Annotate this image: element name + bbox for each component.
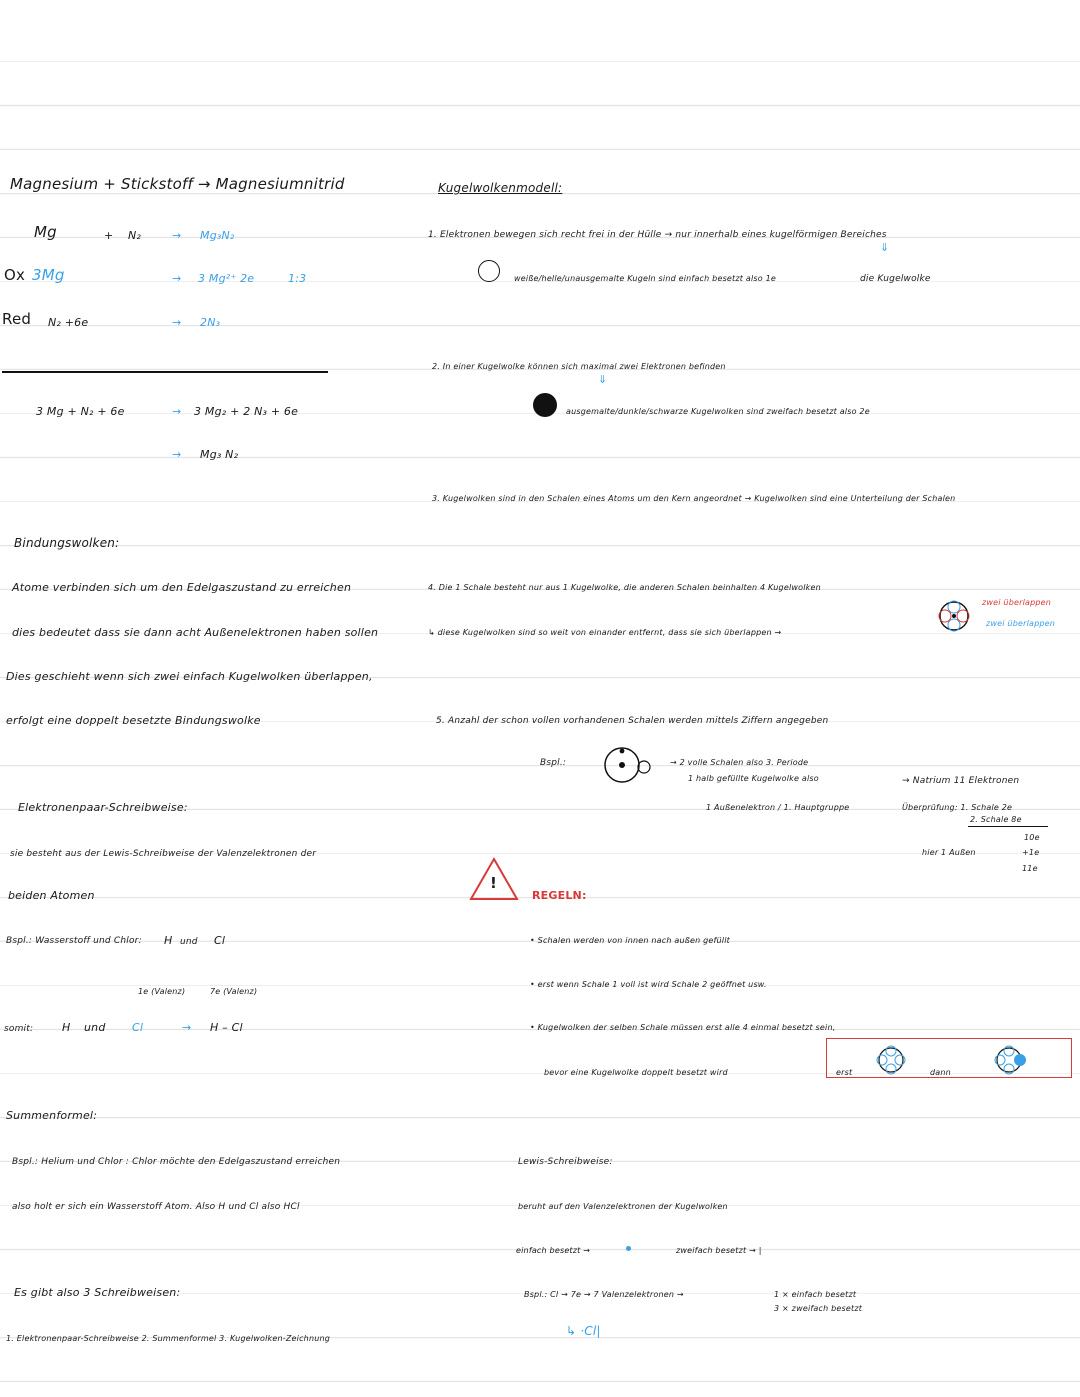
bspl-h: H	[164, 934, 173, 947]
point-1: 1. Elektronen bewegen sich recht frei in der Hülle → nur innerhalb eines kugelförmigen Bereiches	[428, 230, 887, 240]
overlap-note-1: zwei überlappen	[982, 598, 1052, 607]
point-1-sub: weiße/helle/unausgemalte Kugeln sind einfach besetzt also 1e	[514, 274, 777, 283]
somit-cl: Cl	[132, 1021, 144, 1034]
ox-label: Ox	[4, 266, 26, 284]
reaction-title: Magnesium + Stickstoff → Magnesiumnitrid	[10, 175, 345, 193]
lewis-line-1: beruht auf den Valenzelektronen der Kugelwolken	[518, 1202, 728, 1211]
check-sum-1: 10e	[1024, 833, 1040, 842]
ox-arrow: →	[172, 272, 182, 285]
elektronenpaar-line-1: sie besteht aus der Lewis-Schreibweise der Valenzelektronen der	[10, 849, 317, 859]
red-reactant: N₂ +6e	[48, 316, 89, 329]
somit-und: und	[84, 1021, 106, 1034]
overlap-note-2: zwei überlappen	[986, 619, 1056, 628]
check-sum-2: +1e	[1022, 848, 1040, 857]
lewis-heading: Lewis-Schreibweise:	[518, 1157, 613, 1167]
hier-label: hier 1 Außen	[922, 848, 976, 857]
filled-cloud-icon	[533, 393, 557, 417]
lewis-einfach: einfach besetzt →	[516, 1246, 591, 1255]
regeln-heading: REGELN:	[532, 889, 587, 902]
point-1-right: die Kugelwolke	[860, 274, 931, 284]
dann-label: dann	[930, 1068, 951, 1077]
lewis-zweifach: zweifach besetzt → |	[676, 1246, 762, 1255]
somit-result: H – Cl	[210, 1021, 243, 1034]
example-line-1: → 2 volle Schalen also 3. Periode	[670, 758, 809, 767]
eq1-plus: +	[104, 229, 114, 242]
bspl-und: und	[180, 937, 198, 947]
bindung-line-2: dies bedeutet dass sie dann acht Außenelektronen haben sollen	[12, 626, 379, 639]
summen-line-3: Es gibt also 3 Schreibweisen:	[14, 1286, 181, 1299]
check-line-2: 2. Schale 8e	[970, 815, 1022, 824]
sum-product-2: Mg₃ N₂	[200, 448, 239, 461]
overlap-diagram-icon	[934, 598, 974, 634]
kugelwolken-title: Kugelwolkenmodell:	[438, 181, 563, 195]
rule-1: • Schalen werden von innen nach außen gefüllt	[530, 936, 730, 945]
rule-4: bevor eine Kugelwolke doppelt besetzt wird	[544, 1068, 728, 1077]
point-1-arrow: ⇓	[880, 241, 890, 254]
cl-valence: 7e (Valenz)	[210, 987, 258, 996]
ox-reactant: 3Mg	[32, 266, 65, 284]
h-valence: 1e (Valenz)	[138, 987, 186, 996]
sum-reactant: 3 Mg + N₂ + 6e	[36, 405, 125, 418]
divider-line	[2, 371, 328, 373]
somit-h: H	[62, 1021, 71, 1034]
elektronenpaar-heading: Elektronenpaar-Schreibweise:	[18, 801, 188, 814]
erst-label: erst	[836, 1068, 853, 1077]
point-2: 2. In einer Kugelwolke können sich maximal zwei Elektronen befinden	[432, 362, 726, 371]
red-label: Red	[2, 310, 32, 328]
warning-mark: !	[490, 874, 498, 892]
lewis-bspl-2: 3 × zweifach besetzt	[774, 1304, 863, 1313]
bindung-line-4: erfolgt eine doppelt besetzte Bindungswolke	[6, 714, 261, 727]
example-label: Bspl.:	[540, 758, 567, 768]
bindung-line-3: Dies geschieht wenn sich zwei einfach Kugelwolken überlappen,	[6, 670, 373, 683]
summen-line-1: Bspl.: Helium und Chlor : Chlor möchte den Edelgaszustand erreichen	[12, 1157, 341, 1167]
lewis-bspl-1: 1 × einfach besetzt	[774, 1290, 857, 1299]
lewis-bspl: Bspl.: Cl → 7e → 7 Valenzelektronen →	[524, 1290, 684, 1299]
sodium-atom-diagram-icon	[600, 744, 656, 786]
summen-heading: Summenformel:	[6, 1109, 98, 1122]
sum-product: 3 Mg₂ + 2 N₃ + 6e	[194, 405, 299, 418]
ox-ratio: 1:3	[288, 272, 307, 285]
point-4-sub: ↳ diese Kugelwolken sind so weit von einander entfernt, dass sie sich überlappen →	[428, 628, 782, 637]
dann-cloud-icon	[992, 1043, 1036, 1077]
natrium-label: → Natrium 11 Elektronen	[902, 776, 1020, 786]
erst-cloud-icon	[874, 1043, 908, 1077]
point-5: 5. Anzahl der schon vollen vorhandenen Schalen werden mittels Ziffern angegeben	[436, 716, 829, 726]
eq1-n2: N₂	[128, 229, 142, 242]
ox-product: 3 Mg²⁺ 2e	[198, 272, 255, 285]
summen-line-4: 1. Elektronenpaar-Schreibweise 2. Summenformel 3. Kugelwolken-Zeichnung	[6, 1334, 331, 1343]
point-2-sub: ausgemalte/dunkle/schwarze Kugelwolken sind zweifach besetzt also 2e	[566, 407, 870, 416]
point-2-arrow: ⇓	[598, 373, 608, 386]
sum-arrow: →	[172, 405, 182, 418]
example-line-3: 1 Außenelektron / 1. Hauptgruppe	[706, 803, 850, 812]
bindung-heading: Bindungswolken:	[14, 536, 120, 550]
bspl-cl: Cl	[214, 934, 226, 947]
sum-arrow-2: →	[172, 448, 182, 461]
somit-arrow: →	[182, 1021, 192, 1034]
eq1-product: Mg₃N₂	[200, 229, 235, 242]
lewis-result: ↳ ·Cl|	[566, 1324, 601, 1338]
eq1-mg: Mg	[34, 223, 57, 241]
point-3: 3. Kugelwolken sind in den Schalen eines Atoms um den Kern angeordnet → Kugelwolken sind eine Unterteilung der Schalen	[432, 494, 956, 503]
check-line-1: Überprüfung: 1. Schale 2e	[902, 803, 1013, 812]
einfach-dot-icon	[626, 1246, 631, 1251]
red-product: 2N₃	[200, 316, 221, 329]
somit-label: somit:	[4, 1024, 34, 1034]
rule-2: • erst wenn Schale 1 voll ist wird Schale 2 geöffnet usw.	[530, 980, 767, 989]
elektronenpaar-line-2: beiden Atomen	[8, 889, 95, 902]
rule-3: • Kugelwolken der selben Schale müssen erst alle 4 einmal besetzt sein,	[530, 1023, 836, 1032]
check-sum-3: 11e	[1022, 864, 1038, 873]
check-underline	[968, 826, 1048, 827]
example-line-2: 1 halb gefüllte Kugelwolke also	[688, 774, 819, 783]
bindung-line-1: Atome verbinden sich um den Edelgaszustand zu erreichen	[12, 581, 352, 594]
eq1-arrow: →	[172, 229, 182, 242]
empty-cloud-icon	[478, 260, 500, 282]
point-4: 4. Die 1 Schale besteht nur aus 1 Kugelwolke, die anderen Schalen beinhalten 4 Kugelwolken	[428, 583, 821, 592]
summen-line-2: also holt er sich ein Wasserstoff Atom. Also H und Cl also HCl	[12, 1202, 300, 1212]
elektronenpaar-bspl: Bspl.: Wasserstoff und Chlor:	[6, 936, 142, 946]
red-arrow: →	[172, 316, 182, 329]
